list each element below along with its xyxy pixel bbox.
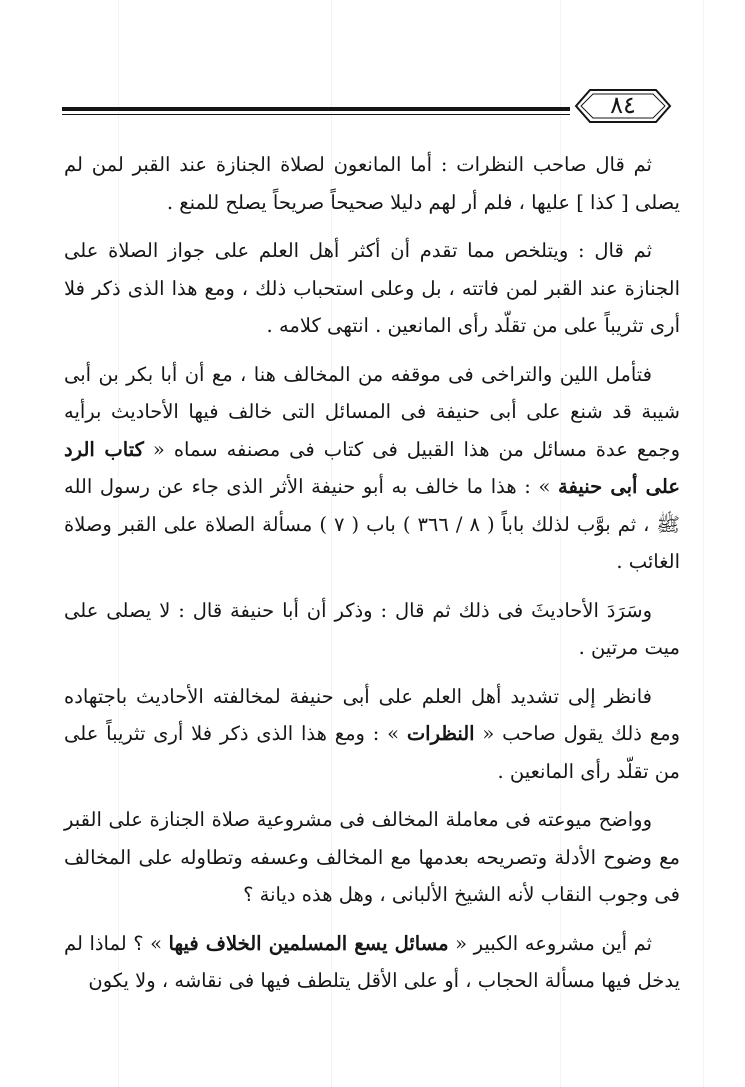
bold-title: النظرات bbox=[406, 722, 475, 745]
scan-speckle-line bbox=[703, 0, 705, 1087]
paragraph bbox=[64, 356, 680, 581]
paragraph-text: » ؟ لماذا لم يدخل فيها مسألة الحجاب ، أو على الأقل يتلطف فيها فى نقاشه ، ولا يكون bbox=[64, 931, 680, 992]
paragraph bbox=[64, 678, 680, 791]
header-rule-thick bbox=[62, 107, 570, 111]
body-text bbox=[64, 146, 680, 1011]
paragraph-text: ثم قال : ويتلخص مما تقدم أن أكثر أهل العلم على جواز الصلاة على الجنازة عند القبر لمن فاتته ، بل وعلى استحباب ذلك ، ومع هذا الذى ذكر فلا أرى تثريباً على من تقلّد رأى المانعين . انتهى كلامه . bbox=[64, 239, 680, 337]
paragraph-text: فانظر إلى تشديد أهل العلم على أبى حنيفة لمخالفته الأحاديث باجتهاده ومع ذلك يقول صاحب « bbox=[64, 684, 680, 745]
paragraph-text: وواضح ميوعته فى معاملة المخالف فى مشروعية صلاة الجنازة على القبر مع وضوح الأدلة وتصريحه بعدمها مع المخالف وعسفه وتطاوله على المخالف فى وجوب النقاب لأنه الشيخ الألبانى ، وهل هذه ديانة ؟ bbox=[64, 808, 680, 906]
bold-title: مسائل يسع المسلمين الخلاف فيها bbox=[168, 931, 449, 955]
header-rule-thin bbox=[62, 114, 570, 115]
paragraph-text: وسَرَدَ الأحاديثَ فى ذلك ثم قال : وذكر أن أبا حنيفة قال : لا يصلى على ميت مرتين . bbox=[64, 598, 680, 659]
bold-title: كتاب الرد على أبى حنيفة bbox=[64, 437, 680, 498]
paragraph-text: » : ومع هذا الذى ذكر فلا أرى تثريباً على من تقلّد رأى المانعين . bbox=[64, 722, 680, 783]
paragraph bbox=[64, 592, 680, 667]
page-header bbox=[62, 86, 682, 126]
paragraph bbox=[64, 801, 680, 914]
page-number: ٨٤ bbox=[610, 91, 636, 119]
paragraph-text: ثم أين مشروعه الكبير « bbox=[448, 931, 652, 955]
paragraph bbox=[64, 146, 680, 221]
page-number-badge bbox=[572, 86, 674, 126]
paragraph bbox=[64, 925, 680, 1000]
paragraph bbox=[64, 232, 680, 345]
paragraph-text: » : هذا ما خالف به أبو حنيفة الأثر الذى جاء عن رسول الله ﷺ ، ثم بوَّب لذلك باباً ( ٨ / ٣٦٦ ) باب ( ٧ ) مسألة الصلاة على القبر وصلاة الغائب . bbox=[64, 475, 680, 573]
paragraph-text: فتأمل اللين والتراخى فى موقفه من المخالف هنا ، مع أن أبا بكر بن أبى شيبة قد شنع على أبى حنيفة فى المسائل التى خالف فيها الأحاديث برأيه وجمع عدة مسائل من هذا القبيل فى كتاب فى مصنفه سماه « bbox=[64, 362, 680, 461]
paragraph-text: ثم قال صاحب النظرات : أما المانعون لصلاة الجنازة عند القبر لمن لم يصلى [ كذا ] عليها ، فلم أر لهم دليلا صحيحاً صريحاً يصلح للمنع . bbox=[64, 153, 680, 214]
